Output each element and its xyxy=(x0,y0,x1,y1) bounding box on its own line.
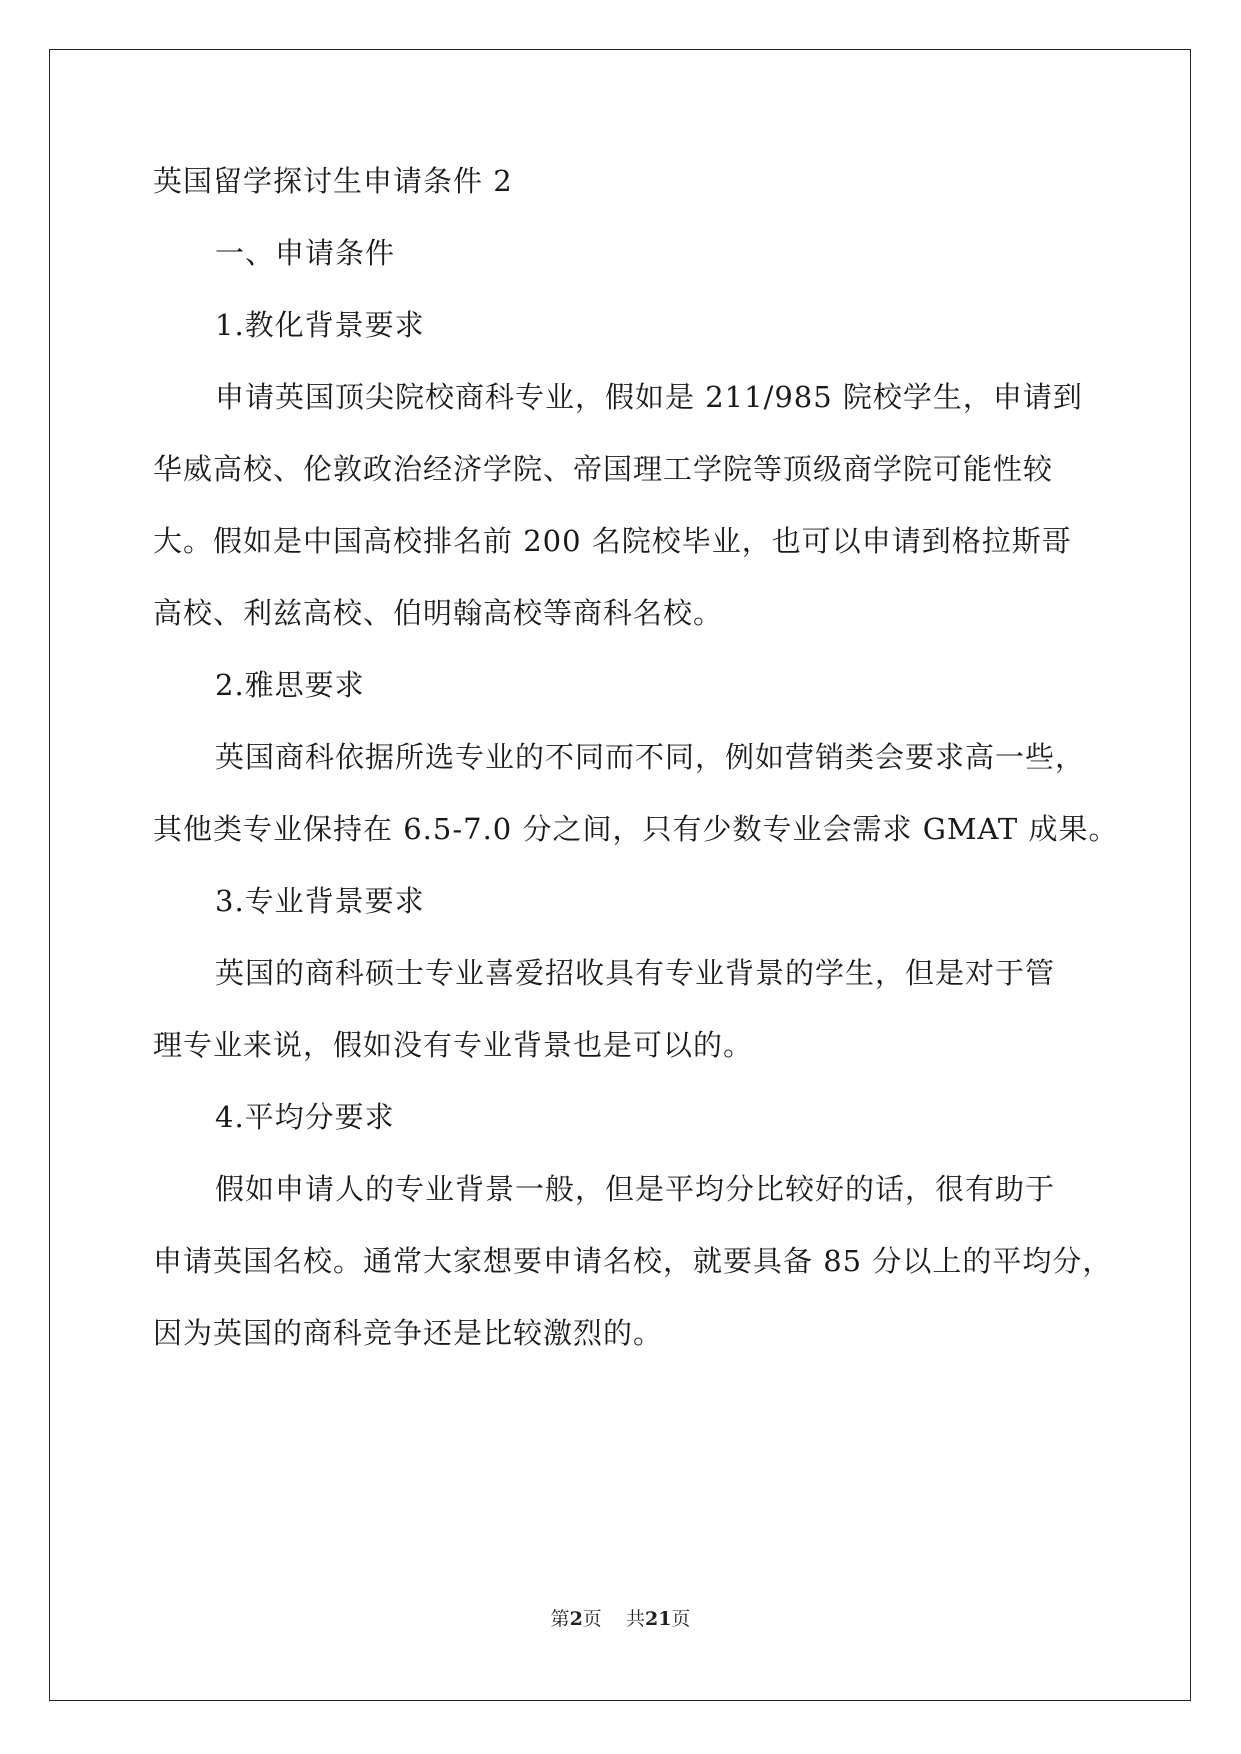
footer-middle: 页 共 xyxy=(582,1608,645,1630)
paragraph-line: 申请英国顶尖院校商科专业，假如是 211/985 院校学生，申请到 xyxy=(215,380,1083,414)
paragraph-line: 高校、利兹高校、伯明翰高校等商科名校。 xyxy=(153,596,724,630)
footer-total-pages: 21 xyxy=(644,1608,672,1630)
page-border xyxy=(49,49,1191,1701)
paragraph-line: 英国商科依据所选专业的不同而不同，例如营销类会要求高一些， xyxy=(215,740,1086,774)
page-footer xyxy=(0,1604,1241,1631)
section-heading: 一、申请条件 xyxy=(215,236,396,270)
paragraph-line: 其他类专业保持在 6.5-7.0 分之间，只有少数专业会需求 GMAT 成果。 xyxy=(153,812,1119,846)
paragraph-line: 理专业来说，假如没有专业背景也是可以的。 xyxy=(153,1028,754,1062)
item-heading-3: 3.专业背景要求 xyxy=(215,884,425,918)
footer-suffix: 页 xyxy=(671,1608,691,1630)
item-heading-4: 4.平均分要求 xyxy=(215,1100,395,1134)
document-title: 英国留学探讨生申请条件 2 xyxy=(153,164,513,198)
footer-prefix: 第 xyxy=(550,1608,570,1630)
footer-current-page: 2 xyxy=(569,1608,583,1630)
item-heading-2: 2.雅思要求 xyxy=(215,668,365,702)
paragraph-line: 英国的商科硕士专业喜爱招收具有专业背景的学生，但是对于管 xyxy=(215,956,1056,990)
item-heading-1: 1.教化背景要求 xyxy=(215,308,425,342)
paragraph-line: 申请英国名校。通常大家想要申请名校，就要具备 85 分以上的平均分， xyxy=(153,1244,1113,1278)
paragraph-line: 华威高校、伦敦政治经济学院、帝国理工学院等顶级商学院可能性较 xyxy=(153,452,1054,486)
paragraph-line: 大。假如是中国高校排名前 200 名院校毕业，也可以申请到格拉斯哥 xyxy=(153,524,1072,558)
paragraph-line: 假如申请人的专业背景一般，但是平均分比较好的话，很有助于 xyxy=(215,1172,1056,1206)
paragraph-line: 因为英国的商科竞争还是比较激烈的。 xyxy=(153,1316,664,1350)
